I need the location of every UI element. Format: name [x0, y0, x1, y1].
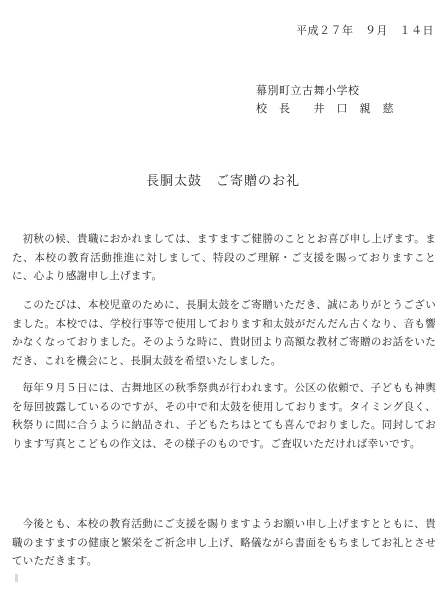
- sender-name: 校 長 井 口 親 慈: [256, 102, 394, 115]
- letter-paragraph-closing: [12, 515, 436, 571]
- sender-block: [256, 82, 394, 118]
- letter-paragraph-greeting: [12, 230, 436, 286]
- paragraph-text: このたびは、本校児童のために、長胴太鼓をご寄贈いただき、誠にありがとうございました。本校では、学校行事等で使用しております和太鼓がだんだん古くなり、音も響かなくなっておりました。そのような時に、貴財団より高額な教材ご寄贈のお話をいただき、これを機会にと、長胴太鼓を希望いたしました。: [12, 299, 436, 367]
- paragraph-text: 今後とも、本校の教育活動にご支援を賜りますようお願い申し上げますとともに、貴職のますますの健康と繁栄をご祈念申し上げ、略儀ながら書面をもちましてお礼とさせていただきます。: [12, 518, 436, 567]
- letter-date: 平成２７年 ９月 １４日: [296, 24, 434, 37]
- letter-paragraph-festival: [12, 379, 436, 453]
- paragraph-text: 毎年９月５日には、古舞地区の秋季祭典が行われます。公区の依頼で、子どもも神輿を毎回披露しているのですが、その中で和太鼓を使用しております。タイミング良く、秋祭りに間に合うように納品され、子どもたちはとても喜んでおりました。同封しております写真とこどもの作文は、その様子のものです。ご査収いただければ幸いです。: [12, 382, 436, 450]
- letter-title: 長胴太鼓 ご寄贈のお礼: [145, 174, 300, 189]
- scan-artifact: [15, 574, 18, 582]
- letter-paragraph-thanks: [12, 296, 436, 370]
- paragraph-text: 初秋の候、貴職におかれましては、ますますご健勝のこととお喜び申し上げます。また、本校の教育活動推進に対しまして、特段のご理解・ご支援を賜っておりますことに、心より感謝申し上げます。: [12, 233, 436, 282]
- sender-school: 幕別町立古舞小学校: [256, 84, 360, 97]
